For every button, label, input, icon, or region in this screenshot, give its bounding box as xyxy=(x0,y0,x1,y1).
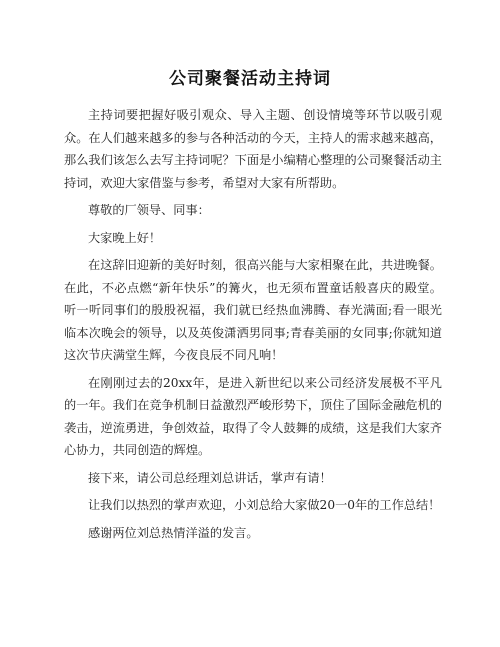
thanks-paragraph: 感谢两位刘总热情洋溢的发言。 xyxy=(88,525,259,540)
salutation-paragraph: 尊敬的厂领导、同事： xyxy=(88,203,210,217)
new-year-paragraph: 在这辞旧迎新的美好时刻，很高兴能与大家相聚在此，共进晚餐。在此，不必点燃“新年快乐”的篝火，也无须布置童话般喜庆的殿堂。听一听同事们的殷殷祝福，我们就已经热血沸腾、春光满面;看一眼光临本次晚会的领导，以及英俊潇洒男同事;青春美丽的女同事;你就知道这次节庆满堂生辉，今夜良辰不同凡响！ xyxy=(64,258,442,362)
intro-paragraph: 主持词要把握好吸引观众、导入主题、创设情境等环节以吸引观众。在人们越来越多的参与各种活动的今天，主持人的需求越来越高，那么我们该怎么去写主持词呢？下面是小编精心整理的公司聚餐活动主持词，欢迎大家借鉴与参考，希望对大家有所帮助。 xyxy=(64,108,442,190)
speech-invite-paragraph: 接下来，请公司总经理刘总讲话，掌声有请！ xyxy=(88,470,332,485)
review-paragraph: 在刚刚过去的20xx年，是进入新世纪以来公司经济发展极不平凡的一年。我们在竞争机制日益激烈严峻形势下，顶住了国际金融危机的袭击，逆流勇进，争创效益，取得了令人鼓舞的成绩，这是我们大家齐心协力，共同创造的辉煌。 xyxy=(64,375,442,457)
summary-invite-paragraph: 让我们以热烈的掌声欢迎，小刘总给大家做20一0年的工作总结！ xyxy=(88,498,441,512)
document-body xyxy=(64,104,442,549)
document-title: 公司聚餐活动主持词 xyxy=(169,69,331,89)
greeting-paragraph: 大家晚上好！ xyxy=(88,230,162,245)
